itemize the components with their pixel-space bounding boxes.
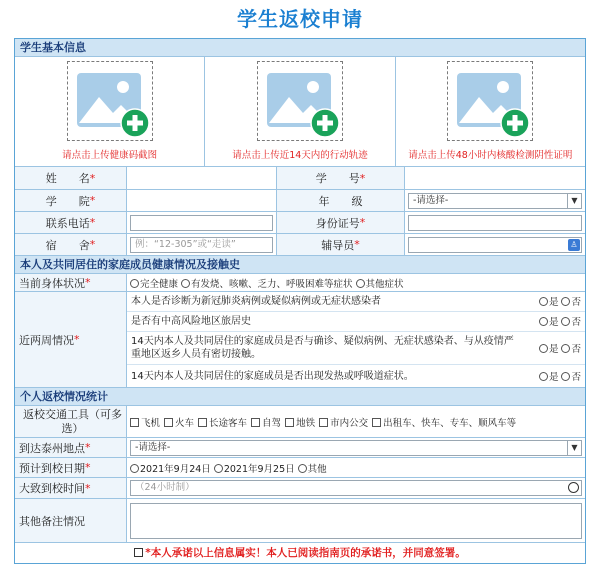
chevron-down-icon[interactable]: ▼: [567, 194, 581, 208]
yes-label: 是: [548, 317, 559, 329]
row-arrival: [15, 438, 585, 458]
transport-options: [127, 406, 585, 437]
grade-select[interactable]: [408, 193, 582, 209]
counselor-label-cell: [277, 234, 405, 255]
option-label: 火车: [175, 417, 195, 429]
checkbox-icon[interactable]: [319, 418, 328, 427]
option-label: 2021年9月25日: [223, 463, 295, 475]
radio-icon[interactable]: [539, 344, 548, 353]
transport-option[interactable]: [198, 415, 247, 429]
transport-option[interactable]: [319, 415, 368, 429]
chevron-down-icon[interactable]: ▼: [567, 441, 581, 455]
time-input[interactable]: [130, 480, 582, 496]
radio-icon[interactable]: [130, 464, 139, 473]
recent-label-cell: [15, 292, 127, 387]
row-name: [15, 167, 585, 190]
notes-textarea[interactable]: [130, 503, 582, 539]
option-label: 其他: [307, 463, 327, 475]
counselor-cell: [405, 234, 585, 255]
image-upload-box[interactable]: [67, 61, 153, 141]
question-item: [127, 332, 585, 366]
radio-icon[interactable]: [561, 297, 570, 306]
grade-label-cell: [277, 190, 405, 211]
section-return-header: 个人返校情况统计: [15, 388, 585, 406]
agreement-row: [15, 543, 585, 563]
option-label: 完全健康: [140, 278, 179, 290]
radio-icon[interactable]: [561, 344, 570, 353]
condition-options: [127, 274, 585, 291]
radio-icon[interactable]: [561, 372, 570, 381]
upload-hint: 请点击上传48小时内核酸检测阴性证明: [408, 150, 573, 161]
upload-hint: 请点击上传健康码截图: [62, 150, 158, 161]
no-label: 否: [571, 372, 581, 384]
checkbox-icon[interactable]: [134, 548, 143, 557]
arrival-select[interactable]: [130, 440, 582, 456]
yes-no-options: [523, 341, 581, 355]
date-label: 预计到校日期: [19, 461, 85, 475]
yes-label: 是: [548, 297, 559, 309]
transport-option[interactable]: [130, 415, 160, 429]
option-label: 出租车、快车、专车、顺风车等: [383, 417, 517, 429]
required-mark: *: [74, 333, 80, 346]
transport-option[interactable]: [164, 415, 194, 429]
yes-label: 是: [548, 343, 559, 355]
condition-label: 当前身体状况: [19, 276, 85, 290]
question-text: 14天内本人及共同居住的家庭成员是否出现发热或呼吸道症状。: [131, 370, 414, 382]
option-label: 有发烧、咳嗽、乏力、呼吸困难等症状: [191, 278, 353, 290]
row-transport: [15, 406, 585, 438]
question-text: 本人是否诊断为新冠肺炎病例或疑似病例或无症状感染者: [131, 295, 381, 307]
time-placeholder: （24小时制）: [135, 482, 195, 493]
date-options: [127, 458, 585, 477]
transport-option[interactable]: [251, 415, 281, 429]
transport-option[interactable]: [372, 415, 516, 429]
arrival-select-value: -请选择-: [135, 441, 171, 453]
row-dorm: [15, 234, 585, 256]
required-mark: *: [85, 276, 91, 289]
condition-option[interactable]: [130, 276, 178, 290]
recent-label: 近两周情况: [19, 333, 74, 347]
required-mark: *: [89, 171, 96, 185]
no-label: 否: [571, 317, 581, 329]
time-cell: [127, 478, 585, 498]
required-mark: *: [85, 481, 91, 495]
clock-icon[interactable]: [568, 482, 579, 493]
agreement-text: *本人承诺以上信息属实！本人已阅读指南页的承诺书，并同意签署。: [145, 547, 466, 559]
time-label: 大致到校时间: [19, 482, 85, 495]
yes-no-options: [523, 294, 581, 308]
row-notes: [15, 499, 585, 543]
arrival-label-cell: [15, 438, 127, 457]
row-recent: [15, 292, 585, 388]
required-mark: *: [354, 238, 360, 251]
date-label-cell: [15, 458, 127, 477]
radio-icon[interactable]: [539, 372, 548, 381]
phone-input[interactable]: [130, 215, 273, 231]
upload-nucleic-test[interactable]: [396, 57, 585, 166]
application-form: [14, 38, 586, 564]
image-upload-box[interactable]: [257, 61, 343, 141]
name-value: [127, 167, 277, 189]
transport-label-cell: [15, 406, 127, 437]
plus-icon: [120, 108, 150, 138]
radio-icon[interactable]: [181, 279, 190, 288]
notes-label-cell: [15, 499, 127, 542]
dorm-label: 宿 舍: [45, 238, 90, 252]
counselor-input[interactable]: [408, 237, 582, 253]
option-label: 2021年9月24日: [140, 463, 211, 475]
plus-icon: [500, 108, 530, 138]
question-text: 14天内本人及共同居住的家庭成员是否与确诊、疑似病例、无症状感染者、与从疫情严重地区返乡人员有密切接触。: [131, 335, 514, 360]
grade-cell: [405, 190, 585, 211]
row-phone: [15, 212, 585, 234]
checkbox-icon[interactable]: [285, 418, 294, 427]
question-item: [127, 292, 585, 312]
idcard-cell: [405, 212, 585, 233]
option-label: 其他症状: [365, 278, 404, 290]
radio-icon[interactable]: [298, 464, 307, 473]
college-label: 学 院: [45, 194, 90, 208]
section-basic-header: 学生基本信息: [15, 39, 585, 57]
idcard-input[interactable]: [408, 215, 582, 231]
upload-hint: 请点击上传近14天内的行动轨迹: [232, 150, 368, 161]
no-label: 否: [571, 297, 581, 309]
time-label-cell: [15, 478, 127, 498]
college-value: [127, 190, 277, 211]
upload-row: [15, 57, 585, 167]
transport-option[interactable]: [285, 415, 315, 429]
yes-no-options: [523, 314, 581, 328]
required-mark: *: [89, 194, 96, 207]
date-option[interactable]: [214, 461, 295, 475]
no-label: 否: [571, 343, 581, 355]
student-id-label-cell: [277, 167, 405, 189]
image-upload-box[interactable]: [447, 61, 533, 141]
phone-label: 联系电话: [45, 216, 90, 230]
condition-option[interactable]: [181, 276, 353, 290]
arrival-label: 到达泰州地点: [19, 441, 85, 455]
name-label-cell: [15, 167, 127, 189]
counselor-label: 辅导员: [321, 238, 355, 252]
grade-label: 年 级: [318, 194, 363, 208]
required-mark: *: [89, 238, 96, 251]
question-item: [127, 365, 585, 387]
arrival-cell: [127, 438, 585, 457]
date-option[interactable]: [298, 461, 327, 475]
row-condition: [15, 274, 585, 292]
transport-label: 返校交通工具（可多选）: [23, 407, 122, 435]
radio-icon[interactable]: [214, 464, 223, 473]
page-title: 学生返校申请: [237, 7, 363, 31]
checkbox-icon[interactable]: [251, 418, 260, 427]
option-label: 市内公交: [330, 417, 369, 429]
college-label-cell: [15, 190, 127, 211]
checkbox-icon[interactable]: [164, 418, 173, 427]
plus-icon: [310, 108, 340, 138]
radio-icon[interactable]: [130, 279, 139, 288]
grade-select-value: -请选择-: [413, 194, 449, 206]
idcard-label: 身份证号: [315, 216, 360, 230]
dorm-label-cell: [15, 234, 127, 255]
radio-icon[interactable]: [539, 317, 548, 326]
dorm-cell: [127, 234, 277, 255]
radio-icon[interactable]: [561, 317, 570, 326]
row-time: [15, 478, 585, 499]
checkbox-icon[interactable]: [198, 418, 207, 427]
required-mark: *: [85, 461, 91, 474]
dorm-input[interactable]: 例：“12-305”或“走读”: [130, 237, 273, 253]
option-label: 飞机: [141, 417, 161, 429]
student-id-label: 学 号: [315, 172, 360, 185]
notes-cell: [127, 499, 585, 542]
required-mark: *: [359, 171, 366, 185]
notes-label: 其他备注情况: [19, 514, 85, 528]
section-health-header: 本人及共同居住的家庭成员健康情况及接触史: [15, 256, 585, 274]
upload-health-code[interactable]: [15, 57, 205, 166]
option-label: 长途客车: [209, 417, 248, 429]
idcard-label-cell: [277, 212, 405, 233]
name-label: 姓 名: [45, 172, 90, 185]
option-label: 地铁: [296, 417, 316, 429]
option-label: 自驾: [262, 417, 282, 429]
required-mark: *: [89, 216, 96, 229]
condition-label-cell: [15, 274, 127, 291]
student-id-value: [405, 167, 585, 189]
row-college: [15, 190, 585, 212]
checkbox-icon[interactable]: [372, 418, 381, 427]
question-item: [127, 312, 585, 332]
upload-travel-track[interactable]: [205, 57, 395, 166]
required-mark: *: [85, 441, 91, 454]
date-option[interactable]: [130, 461, 211, 475]
checkbox-icon[interactable]: [130, 418, 139, 427]
radio-icon[interactable]: [539, 297, 548, 306]
recent-questions: [127, 292, 585, 387]
row-date: [15, 458, 585, 478]
required-mark: *: [359, 216, 366, 229]
question-text: 是否有中高风险地区旅居史: [131, 315, 251, 327]
person-lookup-icon[interactable]: ♙: [568, 239, 580, 251]
phone-cell: [127, 212, 277, 233]
phone-label-cell: [15, 212, 127, 233]
condition-option[interactable]: [356, 276, 404, 290]
yes-label: 是: [548, 372, 559, 384]
radio-icon[interactable]: [356, 279, 365, 288]
yes-no-options: [523, 369, 581, 383]
